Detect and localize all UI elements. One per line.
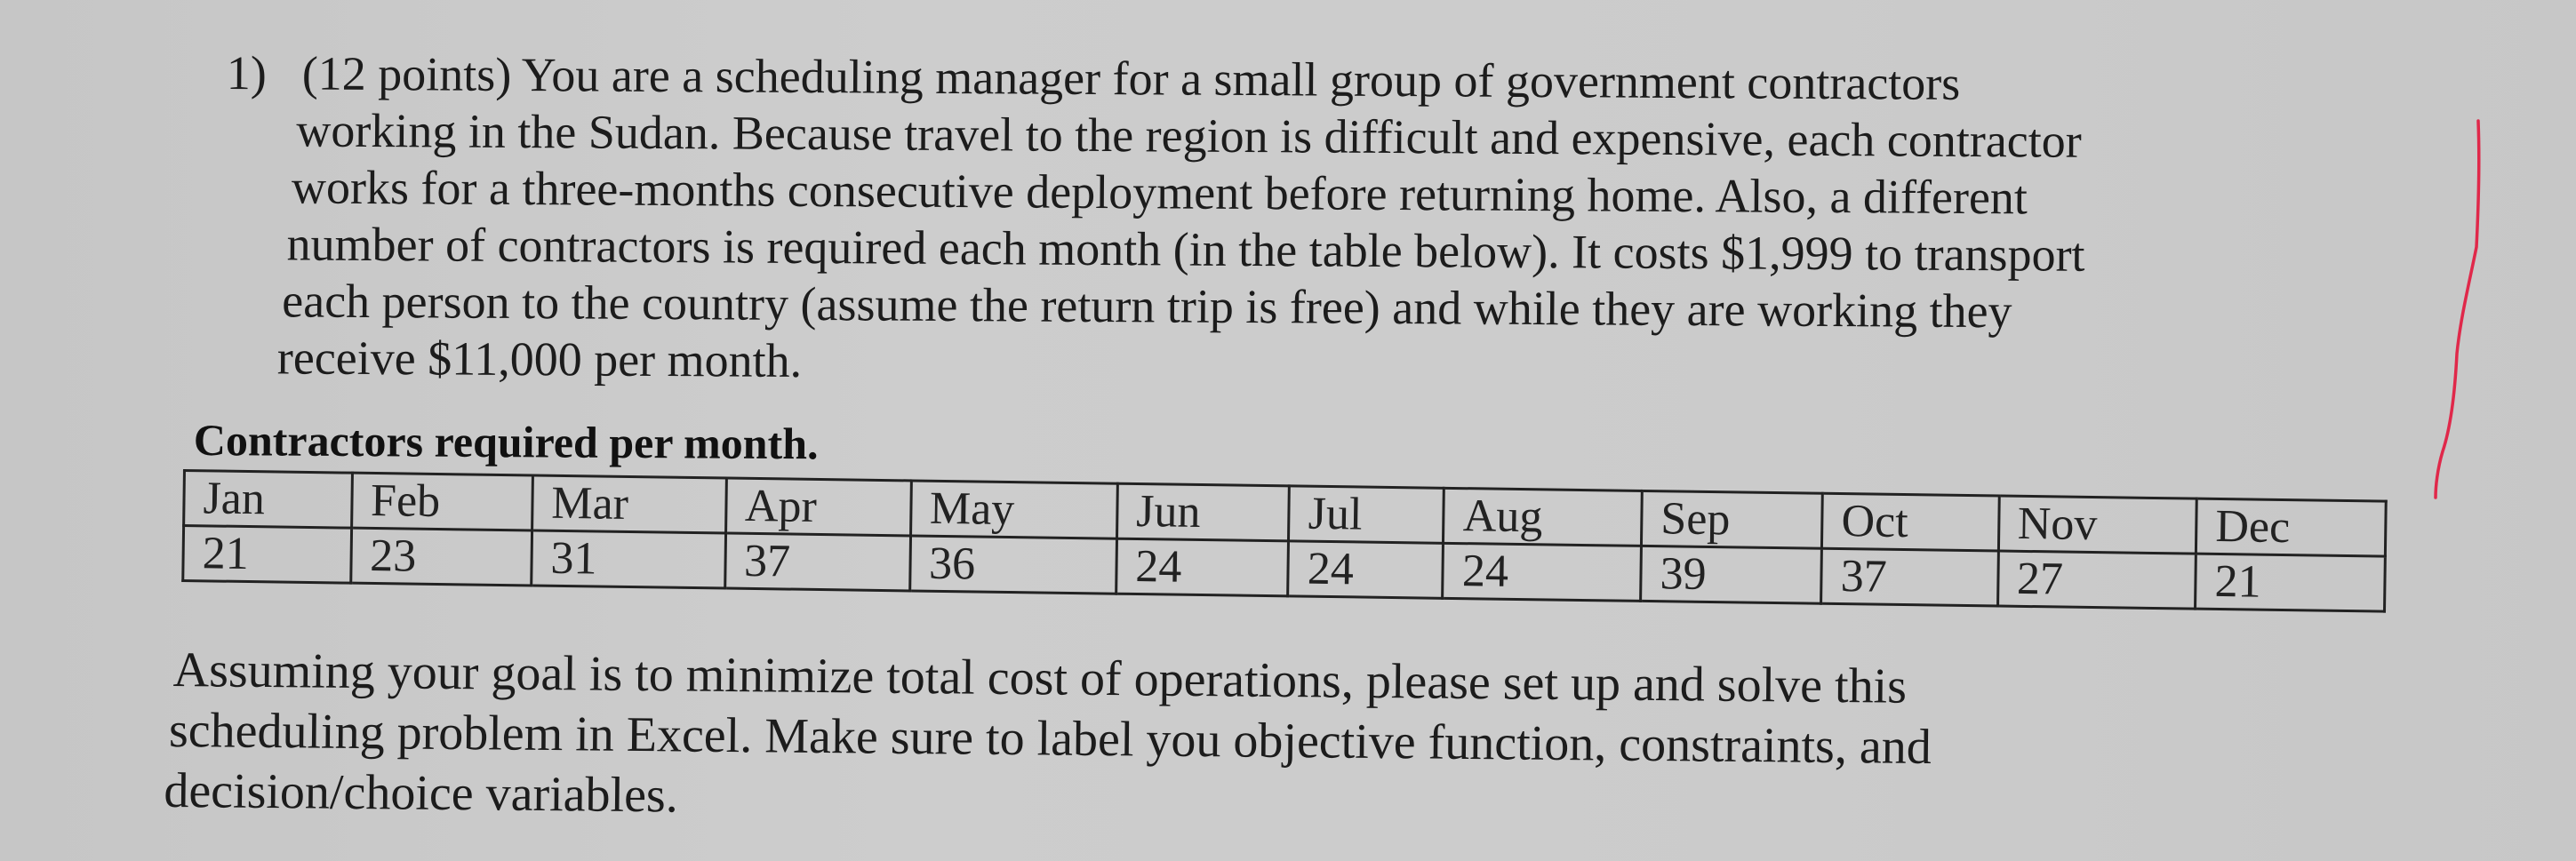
instruction-line: Assuming your goal is to minimize total cost of operations, please set up and solve this	[172, 642, 1908, 714]
question-line: receive $11,000 per month.	[276, 331, 803, 387]
month-cell: Oct	[1822, 493, 1999, 551]
table-caption: Contractors required per month.	[193, 414, 819, 469]
month-cell: Mar	[532, 475, 726, 533]
contractors-table	[181, 469, 2388, 613]
month-cell: Jul	[1289, 486, 1444, 543]
required-cell: 27	[1997, 551, 2196, 609]
question-line: number of contractors is required each month (in the table below). It costs $1,999 to transport	[286, 217, 2085, 282]
required-cell: 24	[1443, 543, 1641, 601]
question-line: working in the Sudan. Because travel to the region is difficult and expensive, each contractor	[296, 103, 2082, 168]
question-text	[276, 45, 2086, 397]
margin-pen-mark	[2416, 114, 2496, 505]
month-cell: Nov	[1998, 496, 2196, 554]
question-line: works for a three-months consecutive deployment before returning home. Also, a different	[291, 160, 2028, 225]
required-cell: 37	[1821, 548, 1998, 606]
question-1	[226, 44, 2378, 387]
month-cell: Jan	[184, 471, 352, 529]
month-cell: Aug	[1444, 488, 1642, 546]
required-cell: 31	[532, 530, 726, 588]
question-line: each person to the country (assume the return trip is free) and while they are working they	[282, 274, 2012, 339]
question-line: (12 points) You are a scheduling manager for a small group of government contractors	[301, 46, 1961, 110]
instruction-line: decision/choice variables.	[164, 762, 679, 824]
month-cell: May	[910, 481, 1117, 538]
required-cell: 24	[1288, 541, 1444, 598]
month-cell: Sep	[1641, 490, 1822, 548]
month-cell: Dec	[2196, 498, 2387, 556]
required-cell: 24	[1116, 538, 1288, 596]
required-cell: 23	[350, 528, 532, 586]
month-cell: Feb	[351, 473, 532, 530]
required-cell: 37	[724, 533, 910, 591]
required-cell: 36	[909, 536, 1116, 594]
instructions	[164, 640, 2396, 842]
instruction-line: scheduling problem in Excel. Make sure to label you objective function, constraints, and	[168, 702, 1932, 775]
question-number: 1)	[226, 45, 267, 100]
pen-stroke	[2436, 121, 2479, 498]
required-cell: 21	[2196, 554, 2386, 611]
month-cell: Apr	[725, 478, 911, 536]
required-cell: 21	[183, 526, 351, 584]
month-cell: Jun	[1116, 483, 1289, 541]
required-cell: 39	[1641, 546, 1822, 603]
